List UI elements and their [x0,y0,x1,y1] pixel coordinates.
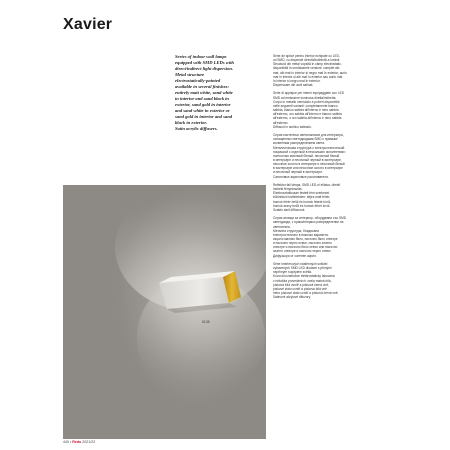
description-ru: Серия настенных светильников для интерьера, оснащенных светодиодами SMD с прямым/ косвенным распределением света. Металлическая структура с электростатической покраской с отделкой в нескольких исполнениях: полностью матовый белый, песочный белый в интерьере и песочный черный в экстерьере, песочное золото в интерьере и песочный белый в экстерьере или песочное золото в интерьере и песочный черный в экстерьере. Сатиновые акриловые рассеиватели. [273,133,346,179]
product-title: Xavier [63,16,113,33]
page-number: 440 [63,440,69,444]
catalog-year: 2021/22 [81,440,96,444]
wall-lamp-illustration [63,185,266,439]
description-ro: Serie de aplice pentru interior echipate cu LED- uri SMD, cu dispersie directă/indirectă a luminii. Structură din metal vopsită în câmp electrostatic, disponibilă în următoarele versiuni: complet alb mat, alb mat în interior și negru mat în exterior, auriu mat în interior și alb mat în exterior sau auriu mat în interior și negru mat în exterior. Dispersoare din acril satinat. [273,54,347,88]
description-it: Serie di applique per interni equipaggiate con LED SMD ad emissione luminosa diretta/indiretta. Corpo in metallo verniciato a polveri disponibile nelle seguenti varianti: completamente bianco sabbia, bianco sabbia all'interno e nero sabbia all'esterno, oro sabbia all'interno e bianco sabbia all'esterno, o oro sabbia all'interno e nero sabbia all'esterno. Diffusori in acrilico satinato. [273,91,345,129]
product-photo [63,185,266,439]
description-bg: Серия аплици за интериор, оборудвани със SMD светодиоди, с пряко/непряко разпределение на светлината. Метална структура, боядисана електростатично в няколко варианта: изцяло матово бяло, пясъчно бяло отвътре и пясъчно черно отвън, пясъчно златно отвътре и пясъчно бяло отвън или пясъчно златно отвътре и пясъчно черно отвън. Дифузьори от сатенен акрил. [273,216,347,258]
footer-separator: • [69,440,73,444]
product-code-label: 8138 [202,320,210,324]
translations-column [273,54,385,304]
page-footer [63,440,95,444]
description-cz: Série interiérových nástěnných svítidel vybavených SMD LED diodami s přímým/ nepřímým rozptylem světla. Kovová konstrukce elektrostaticky lakovaná v několika provedeních: zcela matná bílá, písková bílá uvnitř a písková černá vně, pískové zlato uvnitř a písková bílá vně nebo pískové zlato uvnitř a písková černá vně. Satinové akrylové difuzory. [273,261,339,300]
brand-name: Redo [72,440,82,444]
intro-description: Series of indoor wall lamps equipped with SMD LEDs with direct/indirect light dispersion. Metal structure electrostatically-painted available in several finishes: entirely matt white, sand white in interior and sand black in exterior, sand gold in interior and sand white in exterior or sand gold in interior and sand black in exterior. Satin acrylic diffusers. [175,54,234,131]
description-hu: Reflektor fali lámpa, SMD LED-el ellátva, direkt/ indirekt fényeloszlás. Elektrosztatikusan festett fém szerkezet különböző kivitelekben: teljes matt fehér, homok fehér belül és homok fekete kívül, homok arany belül és homok fehér kívül. Szatén akril diffúzorok. [273,182,341,212]
